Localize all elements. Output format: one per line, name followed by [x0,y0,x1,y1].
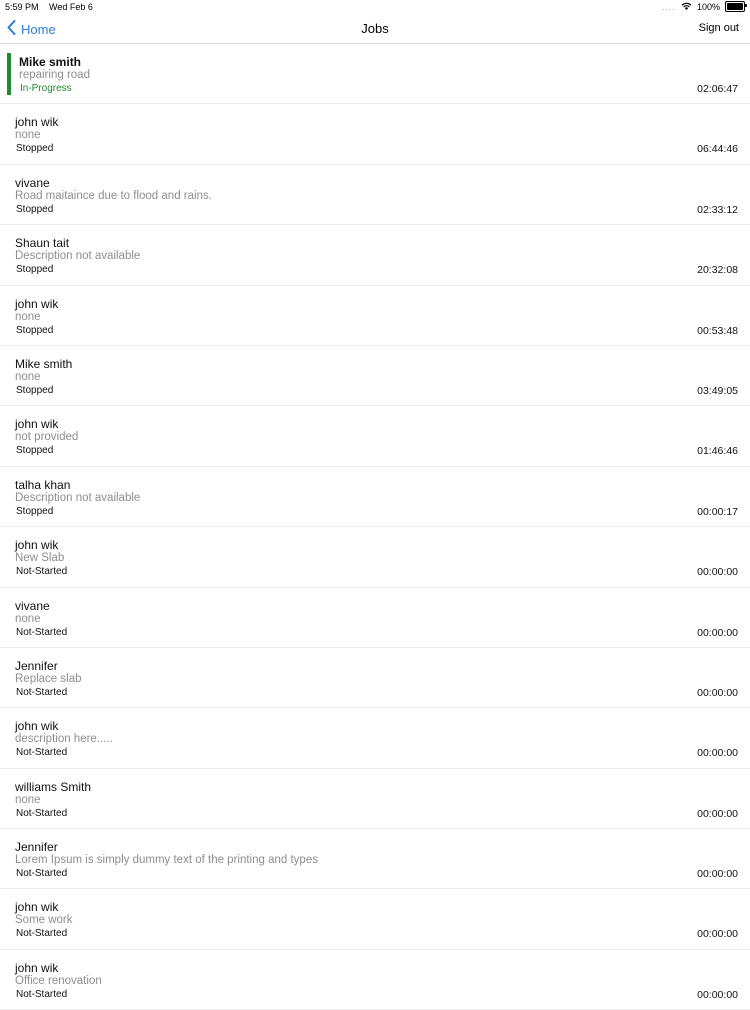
job-list [0,44,750,1010]
job-status: Stopped [16,264,54,276]
job-row[interactable] [0,708,750,768]
job-timer: 00:00:00 [697,566,738,579]
job-status: Stopped [16,203,54,215]
active-job-indicator [7,53,11,95]
job-timer: 00:00:00 [697,928,738,941]
signal-dots: .... [661,1,676,12]
job-description: Lorem Ipsum is simply dummy text of the printing and types [15,854,318,867]
job-name: john wik [15,900,59,915]
wifi-icon [681,2,692,12]
job-row[interactable] [0,165,750,225]
job-name: john wik [15,719,59,734]
job-name: Mike smith [15,356,73,371]
job-status: Not-Started [16,747,68,759]
job-name: Jennifer [15,658,58,673]
job-description: Replace slab [15,672,82,685]
job-timer: 02:33:12 [697,203,738,216]
battery-fill [727,3,743,10]
job-name: vivane [15,175,50,190]
job-status: Not-Started [16,626,68,638]
job-description: none [15,612,41,625]
job-status: Not-Started [16,868,68,880]
job-timer: 03:49:05 [697,384,738,397]
job-status: Not-Started [16,566,68,578]
job-status: Not-Started [16,686,68,698]
sign-out-button[interactable]: Sign out [698,22,739,34]
job-description: Road maitaince due to flood and rains. [15,189,212,202]
status-bar-right [662,1,745,12]
job-description: Description not available [15,250,141,263]
nav-bar [0,15,750,44]
job-row[interactable] [0,346,750,406]
status-time: 5:59 PM [5,2,39,12]
job-row[interactable] [0,406,750,466]
job-row[interactable] [0,950,750,1010]
job-status: Stopped [16,445,54,457]
job-timer: 20:32:08 [697,264,738,277]
job-row[interactable] [0,588,750,648]
job-name: john wik [15,960,59,975]
job-description: not provided [15,431,79,444]
job-description: New Slab [15,552,65,565]
job-description: description here..... [15,733,113,746]
job-description: Description not available [15,491,141,504]
job-name: Jennifer [15,840,58,855]
job-status: In-Progress [20,83,72,94]
job-name: talha khan [15,477,71,492]
job-row[interactable] [0,44,750,104]
job-name: john wik [15,296,59,311]
battery-percent: 100% [696,1,720,12]
job-description: none [15,129,41,142]
job-timer: 00:00:00 [697,807,738,820]
job-timer: 00:00:00 [697,747,738,760]
job-description: Office renovation [15,974,102,987]
job-status: Stopped [16,143,54,155]
status-bar-left [5,2,101,12]
job-name: john wik [15,538,59,553]
job-description: Some work [15,914,73,927]
job-status: Not-Started [16,807,68,819]
job-description: none [15,310,41,323]
job-description: none [15,370,41,383]
job-name: john wik [15,417,59,432]
page-title: Jobs [361,21,389,36]
job-timer: 02:06:47 [697,83,738,95]
job-status: Not-Started [16,928,68,940]
job-timer: 01:46:46 [697,445,738,458]
job-timer: 00:00:00 [697,988,738,1001]
job-description: none [15,793,41,806]
status-date: Wed Feb 6 [49,2,93,12]
job-timer: 00:00:17 [697,505,738,518]
job-row[interactable] [0,104,750,164]
job-status: Stopped [16,505,54,517]
job-timer: 06:44:46 [697,143,738,156]
job-timer: 00:53:48 [697,324,738,337]
job-name: Mike smith [19,55,82,69]
job-timer: 00:00:00 [697,868,738,881]
status-bar [0,0,750,15]
job-name: williams Smith [15,779,92,794]
job-row[interactable] [0,648,750,708]
battery-icon [725,1,745,12]
job-status: Stopped [16,324,54,336]
job-row[interactable] [0,769,750,829]
job-timer: 00:00:00 [697,626,738,639]
job-row[interactable] [0,829,750,889]
job-timer: 00:00:00 [697,686,738,699]
job-row[interactable] [0,527,750,587]
job-row[interactable] [0,889,750,949]
job-row[interactable] [0,225,750,285]
job-name: vivane [15,598,50,613]
job-row[interactable] [0,286,750,346]
job-status: Not-Started [16,988,68,1000]
back-label: Home [21,21,56,37]
job-description: repairing road [19,69,90,81]
job-name: john wik [15,115,59,130]
job-status: Stopped [16,384,54,396]
job-row[interactable] [0,467,750,527]
job-name: Shaun tait [15,236,70,251]
